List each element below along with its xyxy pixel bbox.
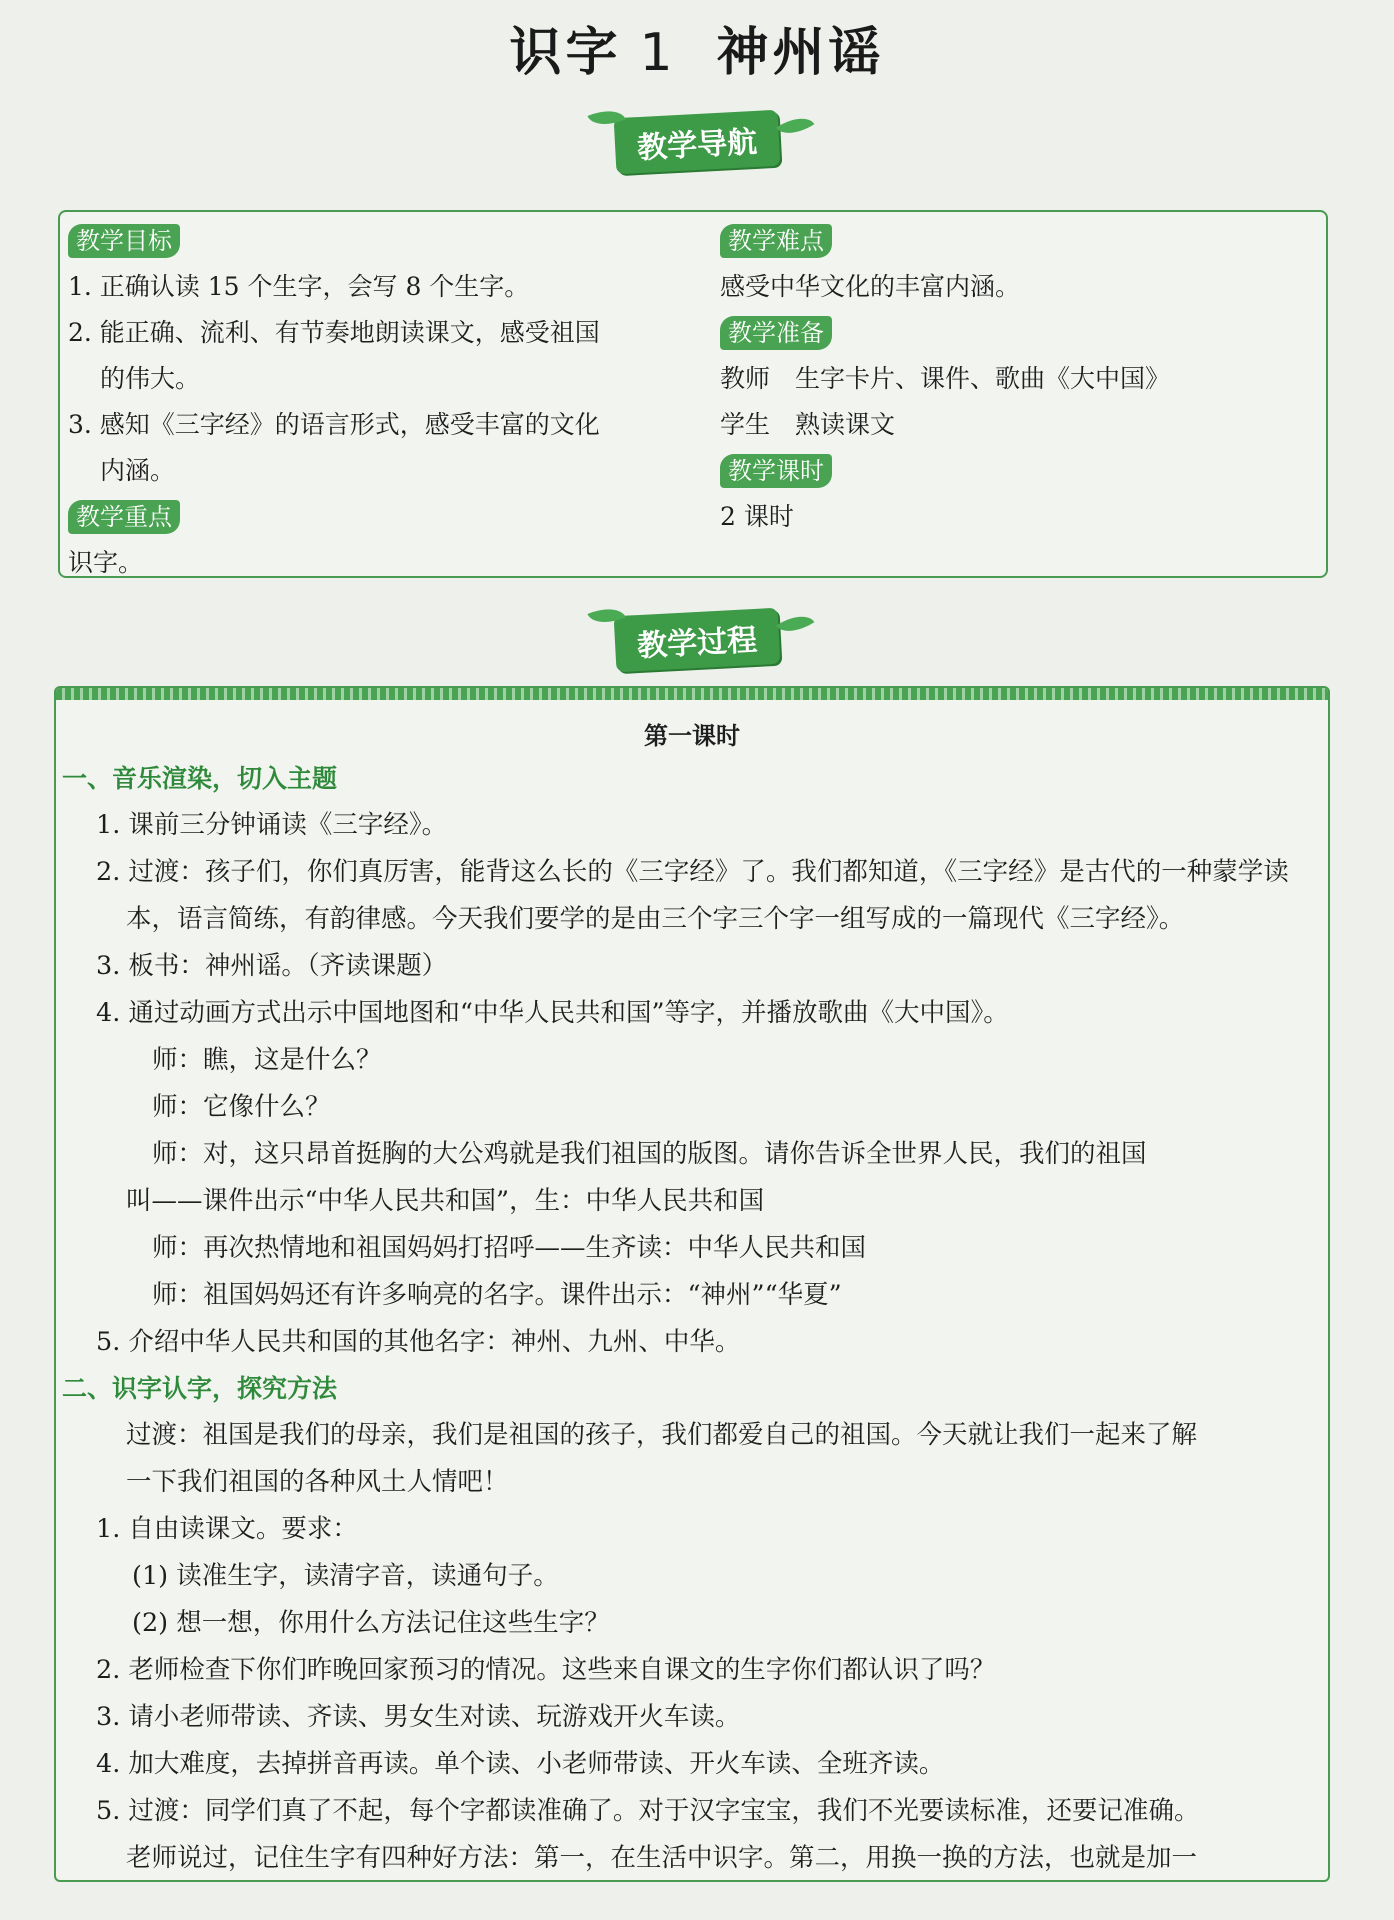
hours-tag: 教学课时: [720, 454, 832, 488]
paragraph: (2) 想一想，你用什么方法记住这些生字？: [132, 1608, 610, 1638]
paragraph: 叫——课件出示“中华人民共和国”，生：中华人民共和国: [126, 1186, 765, 1216]
difficulty-tag: 教学难点: [720, 224, 832, 258]
paragraph: 师：瞧，这是什么？: [152, 1045, 382, 1075]
paragraph: 老师说过，记住生字有四种好方法：第一，在生活中识字。第二，用换一换的方法，也就是加一: [126, 1843, 1198, 1873]
goal-line: 3. 感知《三字经》的语言形式，感受丰富的文化: [68, 410, 600, 439]
goal-line: 1. 正确认读 15 个生字，会写 8 个生字。: [68, 272, 530, 301]
title-name: 神州谣: [716, 23, 885, 83]
difficulty-text: 感受中华文化的丰富内涵。: [720, 272, 1021, 301]
goal-line: 的伟大。: [100, 364, 201, 393]
title-prefix: 识字: [509, 23, 622, 83]
paragraph: 一下我们祖国的各种风土人情吧！: [126, 1467, 509, 1497]
title-number: 1: [639, 23, 677, 83]
paragraph: 师：再次热情地和祖国妈妈打招呼——生齐读：中华人民共和国: [152, 1233, 867, 1263]
goal-line: 内涵。: [100, 456, 176, 485]
paragraph: 2. 老师检查下你们昨晚回家预习的情况。这些来自课文的生字你们都认识了吗？: [96, 1655, 996, 1685]
paragraph: (1) 读准生字，读清字音，读通句子。: [132, 1561, 559, 1591]
section-heading: 二、识字认字，探究方法: [62, 1374, 338, 1403]
leaf-icon: [776, 607, 814, 641]
banner-teaching-nav: [597, 112, 797, 172]
paragraph: 5. 介绍中华人民共和国的其他名字：神州、九州、中华。: [96, 1327, 741, 1357]
paragraph: 1. 课前三分钟诵读《三字经》。: [96, 810, 448, 840]
nav-left-column: [68, 218, 668, 586]
key-text: 识字。: [68, 548, 144, 577]
paragraph: 师：对，这只昂首挺胸的大公鸡就是我们祖国的版图。请你告诉全世界人民，我们的祖国: [152, 1139, 1147, 1169]
banner-nav-label: 教学导航: [636, 124, 759, 167]
paragraph: 5. 过渡：同学们真了不起，每个字都读准确了。对于汉字宝宝，我们不光要读标准，还要记准确。: [96, 1796, 1200, 1826]
paragraph: 本，语言简练，有韵律感。今天我们要学的是由三个字三个字一组写成的一篇现代《三字经》。: [126, 904, 1185, 934]
banner-process-label: 教学过程: [636, 622, 759, 665]
paragraph: 2. 过渡：孩子们，你们真厉害，能背这么长的《三字经》了。我们都知道，《三字经》是古代的一种蒙学读: [96, 857, 1289, 887]
section-heading: 一、音乐渲染，切入主题: [62, 764, 338, 793]
prep-student: 学生 熟读课文: [720, 410, 896, 439]
dotted-header-bar: [56, 688, 1328, 700]
paragraph: 3. 板书：神州谣。（齐读课题）: [96, 951, 448, 981]
paragraph: 过渡：祖国是我们的母亲，我们是祖国的孩子，我们都爱自己的祖国。今天就让我们一起来了解: [126, 1420, 1198, 1450]
lesson-title: 第一课时: [644, 722, 740, 750]
prep-teacher: 教师 生字卡片、课件、歌曲《大中国》: [720, 364, 1171, 393]
page-title: [0, 10, 1394, 85]
leaf-icon: [587, 103, 625, 133]
goals-tag: 教学目标: [68, 224, 180, 258]
paragraph: 4. 加大难度，去掉拼音再读。单个读、小老师带读、开火车读、全班齐读。: [96, 1749, 945, 1779]
key-tag: 教学重点: [68, 500, 180, 534]
banner-teaching-process: [597, 610, 797, 670]
leaf-icon: [776, 109, 814, 143]
teaching-nav-box: [58, 210, 1328, 578]
paragraph: 师：祖国妈妈还有许多响亮的名字。课件出示：“神州”“华夏”: [152, 1280, 842, 1310]
prep-tag: 教学准备: [720, 316, 832, 350]
paragraph: 4. 通过动画方式出示中国地图和“中华人民共和国”等字，并播放歌曲《大中国》。: [96, 998, 1009, 1028]
leaf-icon: [587, 601, 625, 631]
goal-line: 2. 能正确、流利、有节奏地朗读课文，感受祖国: [68, 318, 600, 347]
paragraph: 3. 请小老师带读、齐读、男女生对读、玩游戏开火车读。: [96, 1702, 741, 1732]
paragraph: 师：它像什么？: [152, 1092, 331, 1122]
hours-text: 2 课时: [720, 502, 794, 531]
nav-right-column: [720, 218, 1320, 540]
teaching-process-box: [54, 686, 1330, 1882]
paragraph: 1. 自由读课文。要求：: [96, 1514, 358, 1544]
